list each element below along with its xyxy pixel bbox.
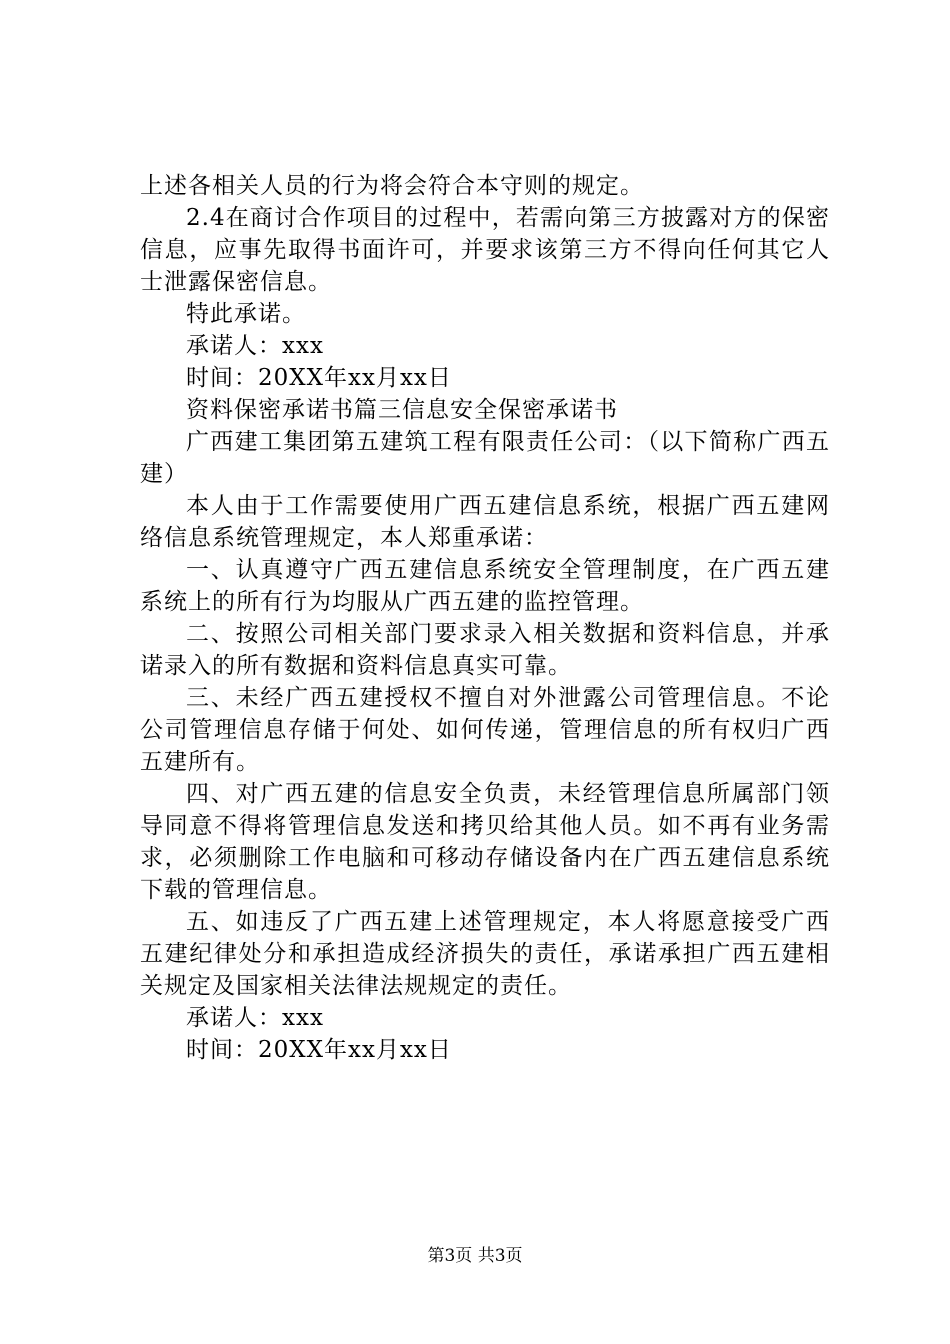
clause-1: 一、认真遵守广西五建信息系统安全管理制度，在广西五建系统上的所有行为均服从广西五建的监控管理。 — [140, 557, 830, 615]
date-line: 时间：20XX年xx月xx日 — [186, 1037, 452, 1063]
document-body — [140, 170, 830, 1066]
addressee: 广西建工集团第五建筑工程有限责任公司：（以下简称广西五建） — [140, 429, 830, 487]
paragraph-4: 承诺人：xxx — [186, 333, 324, 359]
paragraph-2: 2.4在商讨合作项目的过程中，若需向第三方披露对方的保密信息，应事先取得书面许可，并要求该第三方不得向任何其它人士泄露保密信息。 — [140, 205, 830, 295]
signatory: 承诺人：xxx — [186, 1005, 324, 1031]
page-number: 第3页 共3页 — [427, 1246, 523, 1266]
paragraph-5: 时间：20XX年xx月xx日 — [186, 365, 452, 391]
section-heading: 资料保密承诺书篇三信息安全保密承诺书 — [186, 397, 618, 423]
paragraph-3: 特此承诺。 — [186, 301, 306, 327]
clause-3: 三、未经广西五建授权不擅自对外泄露公司管理信息。不论公司管理信息存储于何处、如何传递，管理信息的所有权归广西五建所有。 — [140, 685, 830, 775]
clause-4: 四、对广西五建的信息安全负责，未经管理信息所属部门领导同意不得将管理信息发送和拷贝给其他人员。如不再有业务需求，必须删除工作电脑和可移动存储设备内在广西五建信息系统下载的管理信息。 — [140, 781, 830, 903]
clause-5: 五、如违反了广西五建上述管理规定，本人将愿意接受广西五建纪律处分和承担造成经济损失的责任，承诺承担广西五建相关规定及国家相关法律法规规定的责任。 — [140, 909, 830, 999]
clause-2: 二、按照公司相关部门要求录入相关数据和资料信息，并承诺录入的所有数据和资料信息真实可靠。 — [140, 621, 830, 679]
paragraph-1: 上述各相关人员的行为将会符合本守则的规定。 — [140, 173, 644, 199]
paragraph-8: 本人由于工作需要使用广西五建信息系统，根据广西五建网络信息系统管理规定，本人郑重承诺： — [140, 493, 830, 551]
